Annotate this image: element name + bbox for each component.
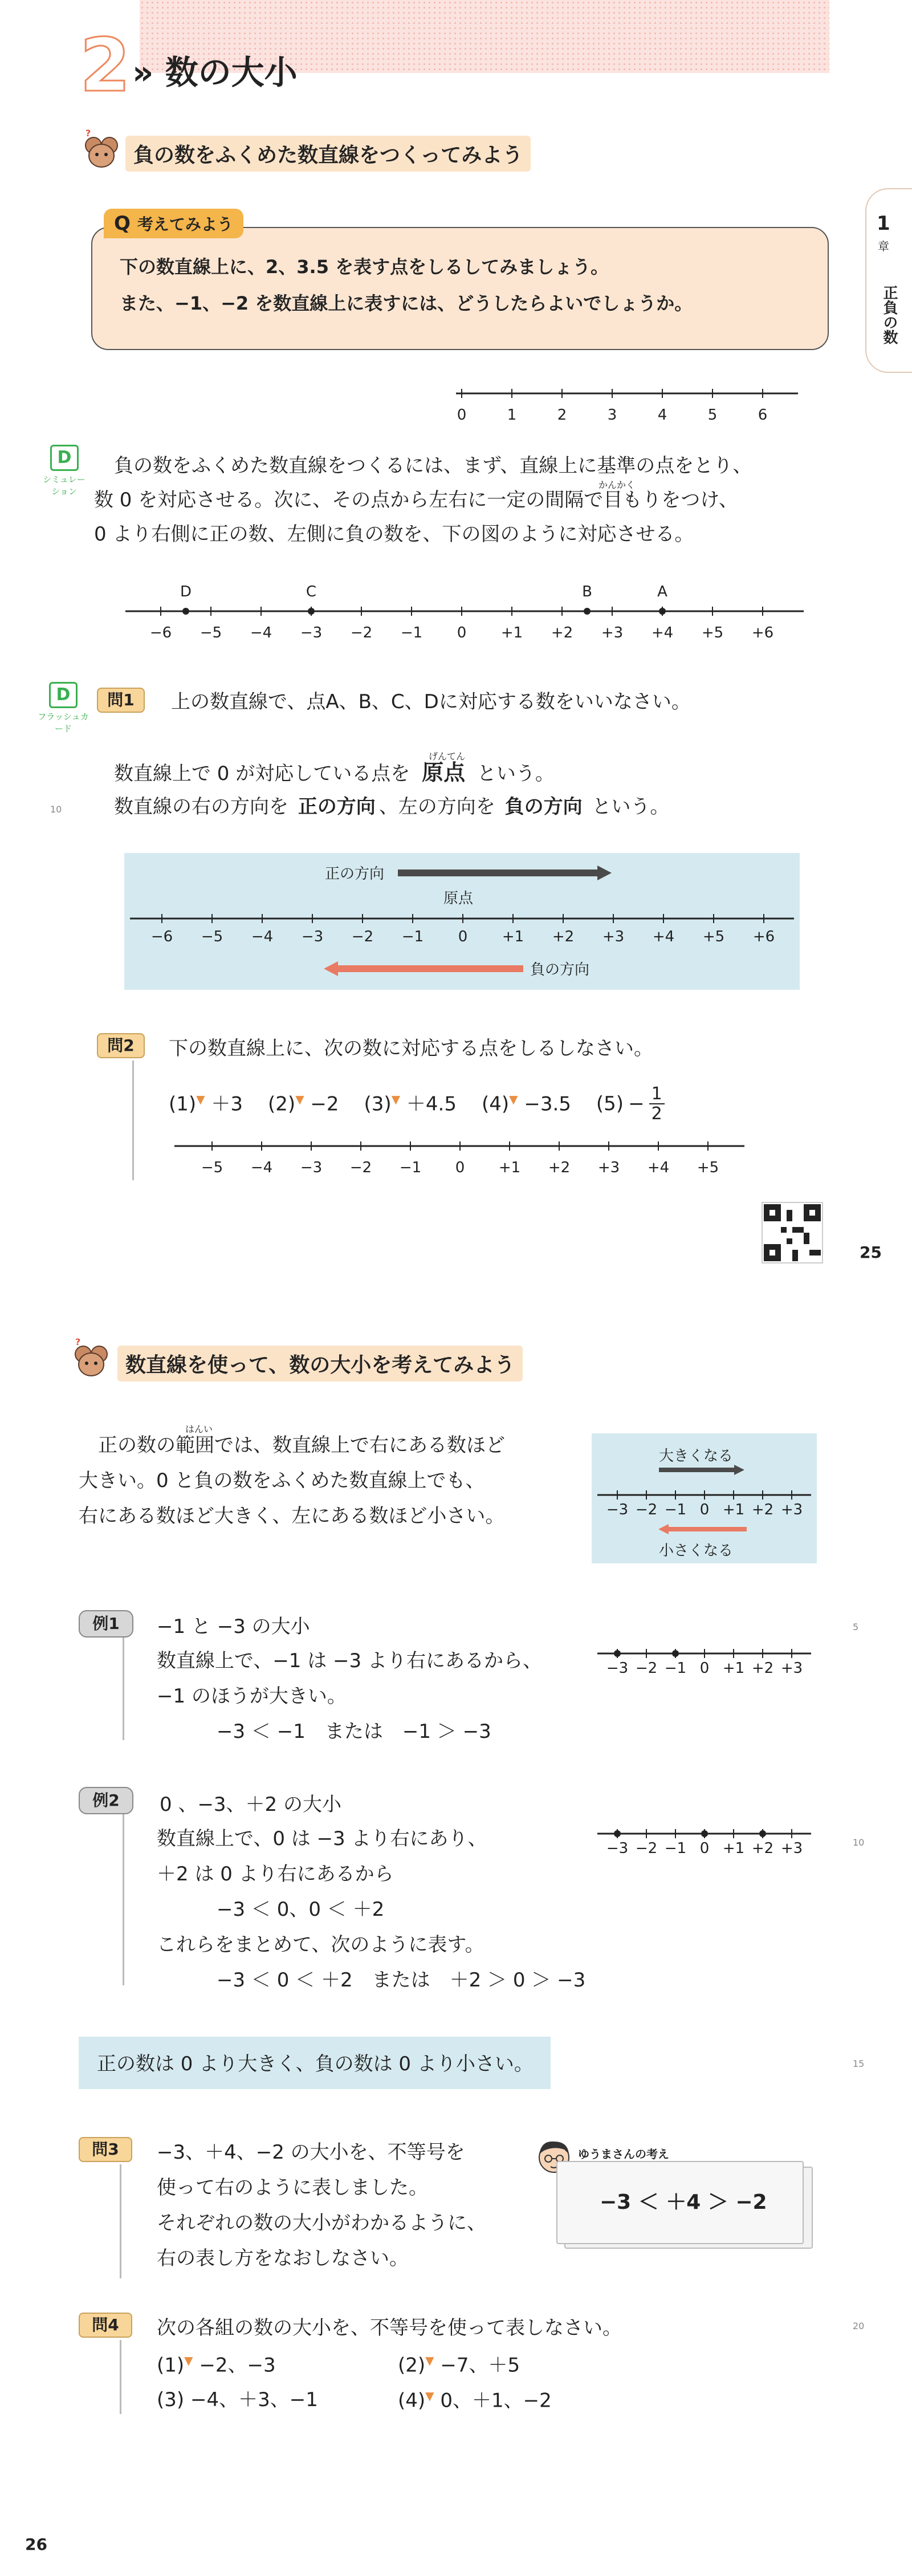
section1-title: 負の数をふくめた数直線をつくってみよう bbox=[125, 136, 531, 172]
tick-label: +1 bbox=[500, 624, 523, 641]
tick-label: +6 bbox=[752, 928, 775, 945]
student-idea-title: ゆうまさんの考え bbox=[578, 2147, 669, 2161]
margin-number: 10 bbox=[50, 804, 62, 815]
tick-label: −2 bbox=[350, 624, 373, 641]
section2-title: 数直線を使って、数の大小を考えてみよう bbox=[117, 1346, 523, 1382]
tick-label: −2 bbox=[635, 1501, 658, 1518]
frac-den: 2 bbox=[651, 1104, 662, 1124]
toi3-tag: 問3 bbox=[79, 2137, 132, 2162]
def-line2-mid: 、左の方向を bbox=[378, 795, 495, 818]
numberline-rei1 bbox=[592, 1642, 817, 1688]
rei2-tag: 例2 bbox=[79, 1787, 133, 1814]
flashcard-label: フラッシュカード bbox=[38, 712, 89, 734]
tick-label: +6 bbox=[751, 624, 774, 641]
point-A bbox=[659, 608, 666, 615]
rei1-line3: −3 ＜ −1 または −1 ＞ −3 bbox=[217, 1720, 491, 1743]
toi4-item-3-val: −4、＋3、−1 bbox=[190, 2388, 318, 2411]
toi2-item-2[interactable]: (2)▼ −2 bbox=[268, 1092, 339, 1116]
tick-label: +1 bbox=[722, 1840, 745, 1857]
tick-label: +2 bbox=[551, 624, 573, 641]
tick-label: −1 bbox=[400, 624, 423, 641]
toi3-line3: それぞれの数の大小がわかるように、 bbox=[157, 2212, 486, 2234]
toi2-bracket bbox=[132, 1061, 134, 1180]
tick-label: +4 bbox=[651, 624, 674, 641]
toi4-item-2[interactable]: (2)▼ −7、＋5 bbox=[398, 2354, 520, 2377]
toi2-item-5[interactable] bbox=[596, 1084, 665, 1123]
tick-label: −2 bbox=[351, 928, 374, 945]
d-icon-2: D bbox=[49, 682, 78, 708]
tick-label: +3 bbox=[780, 1501, 803, 1518]
point-label-D: D bbox=[180, 583, 192, 600]
margin-number-15: 15 bbox=[853, 2058, 865, 2069]
simulation-badge[interactable] bbox=[40, 445, 88, 497]
qr-code[interactable] bbox=[762, 1202, 823, 1263]
rei2-bracket bbox=[123, 1814, 124, 1985]
tick-label: +4 bbox=[652, 928, 675, 945]
tick-label: −3 bbox=[606, 1501, 629, 1518]
point-dot bbox=[759, 1830, 766, 1837]
rei2-line5: −3 ＜ 0 ＜ ＋2 または ＋2 ＞ 0 ＞ −3 bbox=[217, 1969, 586, 1992]
fraction-one-half bbox=[649, 1084, 665, 1123]
tick-label: +3 bbox=[602, 928, 625, 945]
summary-text: 正の数は 0 より大きく、負の数は 0 より小さい。 bbox=[97, 2053, 534, 2075]
toi4-item-4-val: 0、＋1、−2 bbox=[440, 2389, 552, 2412]
term-genten: 原点 bbox=[422, 760, 466, 785]
point-B bbox=[584, 608, 591, 615]
bigger-label: 大きくなる bbox=[659, 1448, 734, 1465]
toi2-item-2-num: (2) bbox=[268, 1092, 296, 1116]
numberline-toi2 bbox=[169, 1135, 750, 1180]
toi1-tag: 問1 bbox=[97, 688, 145, 713]
tick-label: 0 bbox=[699, 1660, 710, 1677]
smaller-label: 小さくなる bbox=[659, 1542, 734, 1559]
tick-label: 2 bbox=[557, 407, 567, 424]
point-label-A: A bbox=[657, 583, 667, 600]
page-number-25: 25 bbox=[860, 1243, 882, 1262]
tick-label: −4 bbox=[250, 1159, 273, 1176]
margin-number-10: 10 bbox=[853, 1837, 865, 1848]
toi3-line2: 使って右のように表しました。 bbox=[157, 2176, 428, 2199]
rei1-tag: 例1 bbox=[79, 1610, 133, 1638]
toi2-item-5-val: − bbox=[628, 1092, 645, 1115]
numberline-small bbox=[450, 382, 804, 428]
toi2-item-3-num: (3) bbox=[364, 1092, 392, 1116]
toi2-item-1[interactable]: (1)▼ ＋3 bbox=[169, 1092, 243, 1116]
toi2-items bbox=[169, 1084, 665, 1123]
flashcard-badge[interactable] bbox=[38, 682, 89, 734]
tick-label: −2 bbox=[349, 1159, 372, 1176]
ruby-genten: げんてん bbox=[429, 751, 466, 762]
para1-line2: 数 0 を対応させる。次に、その点から左右に一定の間隔で目もりをつけ、 bbox=[94, 489, 738, 511]
para1-line1: 負の数をふくめた数直線をつくるには、まず、直線上に基準の点をとり、 bbox=[114, 454, 752, 477]
para2-line3: 右にある数ほど大きく、左にある数ほど小さい。 bbox=[79, 1505, 505, 1527]
rei1-title: −1 と −3 の大小 bbox=[157, 1615, 310, 1638]
question-line1: 下の数直線上に、2、3.5 を表す点をしるしてみましょう。 bbox=[120, 256, 609, 278]
para1-line3: 0 より右側に正の数、左側に負の数を、下の図のように対応させる。 bbox=[94, 523, 694, 546]
rei2-line2: ＋2 は 0 より右にあるから bbox=[157, 1863, 394, 1886]
tick-label: +3 bbox=[601, 624, 624, 641]
term-positive-direction: 正の方向 bbox=[298, 795, 376, 818]
tick-label: 0 bbox=[699, 1840, 710, 1857]
toi4-bracket bbox=[120, 2340, 121, 2414]
def-line2 bbox=[114, 797, 669, 816]
side-tab-label: 章 bbox=[878, 239, 889, 253]
point-dot bbox=[614, 1830, 621, 1837]
para2-line2: 大きい。0 と負の数をふくめた数直線上でも、 bbox=[79, 1469, 485, 1492]
simulation-label: シミュレーション bbox=[43, 474, 85, 497]
tick-label: −6 bbox=[150, 928, 173, 945]
tick-label: −5 bbox=[201, 928, 223, 945]
question-box bbox=[91, 227, 829, 350]
tick-label: +1 bbox=[502, 928, 524, 945]
tick-label: −1 bbox=[664, 1660, 687, 1677]
toi2-item-1-val: ＋3 bbox=[211, 1092, 243, 1116]
toi2-item-1-num: (1) bbox=[169, 1092, 197, 1116]
rei1-bracket bbox=[123, 1638, 124, 1740]
toi2-item-2-val: −2 bbox=[310, 1092, 339, 1116]
toi4-item-3-num: (3) bbox=[157, 2388, 185, 2411]
toi4-item-1-val: −2、−3 bbox=[199, 2354, 276, 2377]
tick-label: −5 bbox=[201, 1159, 223, 1176]
tick-label: −4 bbox=[250, 624, 272, 641]
def-line1 bbox=[114, 762, 555, 783]
def-line1-pre: 数直線上で 0 が対応している点を bbox=[114, 762, 410, 785]
side-tab-number: 1 bbox=[877, 212, 890, 235]
tick-label: +2 bbox=[751, 1660, 774, 1677]
term-negative-direction: 負の方向 bbox=[504, 795, 583, 818]
page-number-26: 26 bbox=[25, 2535, 47, 2554]
side-tab-title: 正負の数 bbox=[881, 285, 898, 344]
point-C bbox=[308, 608, 315, 615]
def-line2-pre: 数直線の右の方向を bbox=[114, 795, 288, 818]
frac-num: 1 bbox=[649, 1084, 665, 1104]
tick-label: −3 bbox=[300, 624, 323, 641]
def-line2-post: という。 bbox=[592, 795, 670, 818]
tick-label: +5 bbox=[702, 928, 725, 945]
toi3-line4: 右の表し方をなおしなさい。 bbox=[157, 2247, 409, 2270]
tick-label: +5 bbox=[697, 1159, 719, 1176]
tick-label: −2 bbox=[635, 1660, 658, 1677]
tick-label: −3 bbox=[300, 1159, 323, 1176]
rei2-line3: −3 ＜ 0、0 ＜ ＋2 bbox=[217, 1898, 385, 1921]
toi1-text: 上の数直線で、点A、B、C、Dに対応する数をいいなさい。 bbox=[171, 690, 691, 713]
tick-label: 0 bbox=[455, 1159, 465, 1176]
tick-label: 0 bbox=[458, 928, 468, 945]
rei2-title: 0 、−3、＋2 の大小 bbox=[160, 1793, 341, 1816]
tick-label: +2 bbox=[751, 1501, 774, 1518]
tick-label: +2 bbox=[548, 1159, 571, 1176]
def-line1-post: という。 bbox=[477, 762, 555, 785]
tick-label: −1 bbox=[664, 1501, 687, 1518]
tick-label: +2 bbox=[552, 928, 575, 945]
toi2-item-4-val: −3.5 bbox=[524, 1092, 571, 1116]
numberline-rei2 bbox=[592, 1822, 817, 1868]
tick-label: +5 bbox=[701, 624, 724, 641]
tick-label: +1 bbox=[722, 1660, 745, 1677]
tick-label: −3 bbox=[606, 1660, 629, 1677]
origin-label: 原点 bbox=[443, 890, 474, 907]
positive-direction-label: 正の方向 bbox=[325, 866, 385, 883]
q-tag-label: 考えてみよう bbox=[137, 215, 233, 234]
rei1-line1: 数直線上で、−1 は −3 より右にあるから、 bbox=[157, 1649, 542, 1672]
rei2-line4: これらをまとめて、次のように表す。 bbox=[157, 1933, 484, 1956]
tick-label: +2 bbox=[751, 1840, 774, 1857]
toi2-tag: 問2 bbox=[97, 1033, 145, 1058]
point-label-C: C bbox=[306, 583, 317, 600]
para2-line1: 正の数の範囲では、数直線上で右にある数ほど bbox=[98, 1434, 505, 1457]
toi4-item-1[interactable]: (1)▼ −2、−3 bbox=[157, 2354, 276, 2377]
toi3-line1: −3、＋4、−2 の大小を、不等号を bbox=[157, 2141, 465, 2164]
point-label-B: B bbox=[582, 583, 592, 600]
q-icon: Q bbox=[114, 212, 131, 235]
section-title: » 数の大小 bbox=[132, 53, 298, 92]
tick-label: 0 bbox=[457, 624, 467, 641]
point-dot bbox=[614, 1650, 621, 1657]
tick-label: −4 bbox=[251, 928, 274, 945]
tick-label: +3 bbox=[597, 1159, 620, 1176]
toi4-item-1-num: (1) bbox=[157, 2354, 185, 2377]
toi4-text: 次の各組の数の大小を、不等号を使って表しなさい。 bbox=[157, 2317, 622, 2339]
toi4-tag: 問4 bbox=[79, 2313, 132, 2338]
rei2-line1: 数直線上で、0 は −3 より右にあり、 bbox=[157, 1827, 487, 1850]
direction-diagram bbox=[124, 853, 800, 990]
numberline-main bbox=[120, 576, 815, 644]
tick-label: 0 bbox=[457, 407, 467, 424]
student-expression: −3 ＜ ＋4 ＞ −2 bbox=[600, 2191, 767, 2214]
svg-text:?: ? bbox=[75, 1337, 81, 1347]
toi3-bracket bbox=[120, 2164, 121, 2278]
chapter-number: 2 bbox=[80, 23, 131, 108]
mini-direction-diagram bbox=[592, 1433, 817, 1563]
tick-label: −3 bbox=[606, 1840, 629, 1857]
negative-direction-label: 負の方向 bbox=[530, 961, 590, 978]
toi4-item-4-num: (4) bbox=[398, 2389, 426, 2412]
tick-label: −5 bbox=[199, 624, 222, 641]
tick-label: −6 bbox=[149, 624, 172, 641]
tick-label: −3 bbox=[301, 928, 324, 945]
mascot-icon-2 bbox=[73, 1337, 109, 1382]
toi2-item-5-num: (5) bbox=[596, 1092, 624, 1115]
toi2-item-4[interactable]: (4)▼ −3.5 bbox=[481, 1092, 571, 1116]
tick-label: 6 bbox=[758, 407, 768, 424]
rei1-line2: −1 のほうが大きい。 bbox=[157, 1685, 347, 1708]
tick-label: −1 bbox=[664, 1840, 687, 1857]
tick-label: 1 bbox=[507, 407, 517, 424]
tick-label: +1 bbox=[722, 1501, 745, 1518]
tick-label: 0 bbox=[699, 1501, 710, 1518]
svg-text:?: ? bbox=[85, 128, 91, 139]
toi2-item-3-val: ＋4.5 bbox=[406, 1092, 457, 1116]
mascot-icon bbox=[83, 128, 120, 173]
tick-label: +4 bbox=[647, 1159, 670, 1176]
toi4-item-3[interactable] bbox=[157, 2390, 318, 2410]
tick-label: −1 bbox=[401, 928, 424, 945]
tick-label: +3 bbox=[780, 1660, 803, 1677]
margin-number-5: 5 bbox=[853, 1622, 859, 1632]
tick-label: +3 bbox=[780, 1840, 803, 1857]
toi2-text: 下の数直線上に、次の数に対応する点をしるしなさい。 bbox=[169, 1037, 653, 1060]
q-tag bbox=[104, 209, 243, 237]
toi4-item-2-num: (2) bbox=[398, 2354, 426, 2377]
toi2-item-3[interactable]: (3)▼ ＋4.5 bbox=[364, 1092, 457, 1116]
toi2-item-4-num: (4) bbox=[481, 1092, 510, 1116]
tick-label: 4 bbox=[657, 407, 667, 424]
ruby-hani: はんい bbox=[185, 1424, 213, 1435]
tick-label: −1 bbox=[399, 1159, 422, 1176]
d-icon: D bbox=[50, 445, 79, 471]
tick-label: 5 bbox=[707, 407, 718, 424]
tick-label: 3 bbox=[607, 407, 617, 424]
toi4-item-4[interactable]: (4)▼ 0、＋1、−2 bbox=[398, 2389, 552, 2412]
margin-number-20: 20 bbox=[853, 2321, 865, 2331]
point-dot bbox=[672, 1650, 679, 1657]
tick-label: −2 bbox=[635, 1840, 658, 1857]
question-line2: また、−1、−2 を数直線上に表すには、どうしたらよいでしょうか。 bbox=[120, 292, 693, 314]
ruby-kankaku: かんかく bbox=[598, 480, 636, 490]
point-D bbox=[182, 608, 189, 615]
toi4-item-2-val: −7、＋5 bbox=[440, 2354, 520, 2377]
tick-label: +1 bbox=[498, 1159, 521, 1176]
point-dot bbox=[701, 1830, 708, 1837]
